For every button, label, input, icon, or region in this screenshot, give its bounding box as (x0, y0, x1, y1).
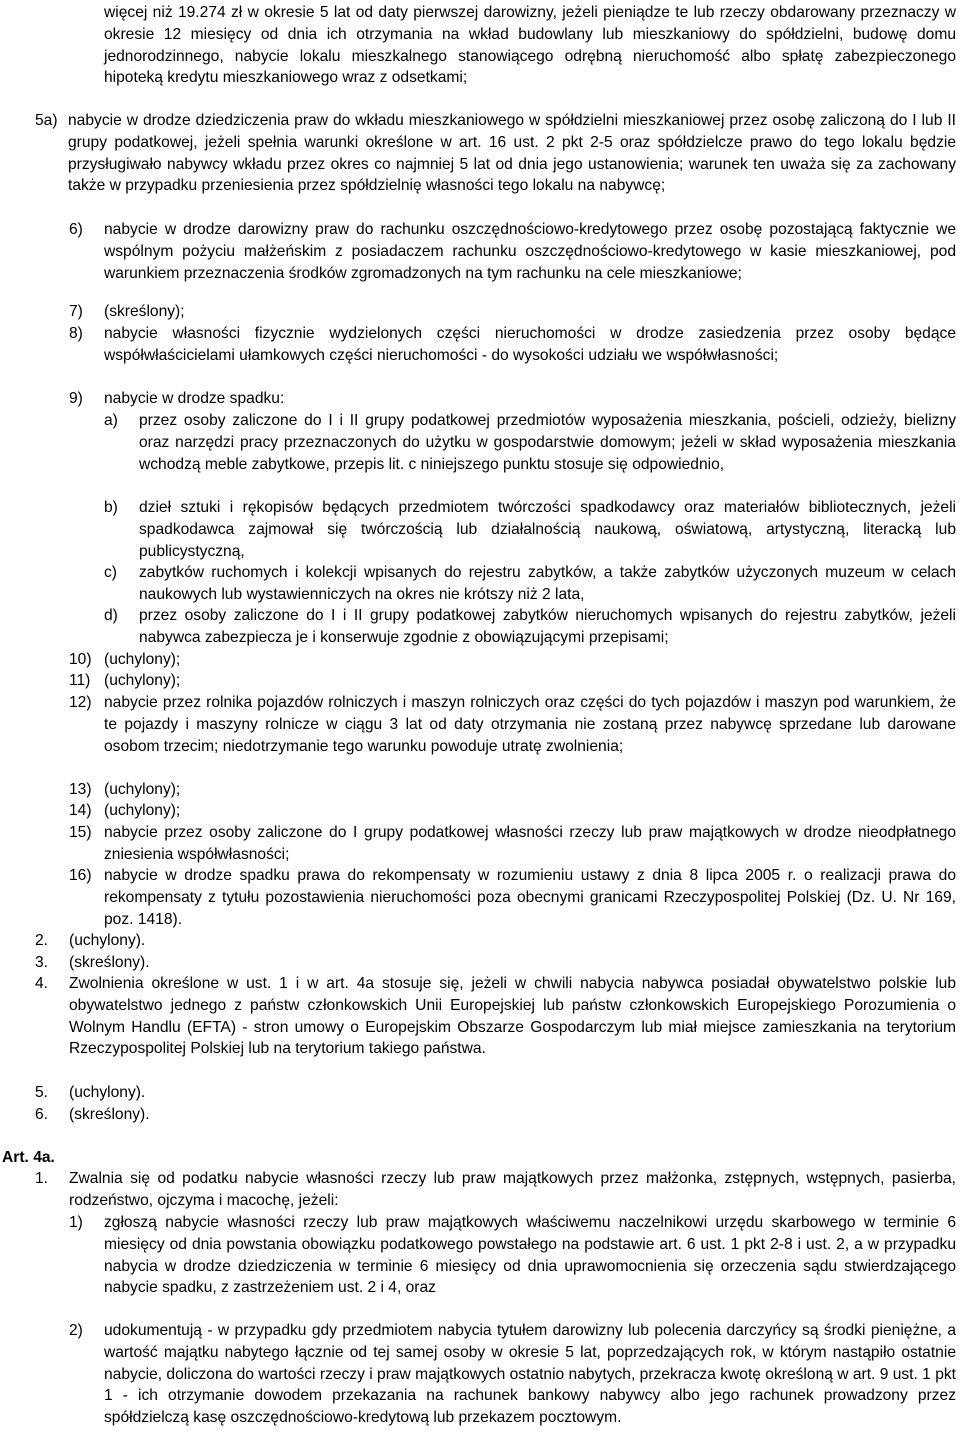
ustep-text-3: (skreślony). (69, 954, 150, 971)
item-text-14: (uchylony); (104, 802, 181, 819)
art4a-ustep-label-1: 1. (35, 1170, 49, 1187)
item-text-9: nabycie w drodze spadku: (104, 390, 285, 407)
subitem-text-d: przez osoby zaliczone do I i II grupy podatkowej zabytków nieruchomych wpisanych do rejestru zabytków, jeżeli nabywca zabezpiecza je i konserwuje zgodnie z obowiązującymi przepisami; (139, 607, 956, 646)
item-text-13: (uchylony); (104, 781, 181, 798)
item-label-12: 12) (69, 694, 92, 711)
item-label-11: 11) (69, 672, 91, 689)
subitem-label-b: b) (104, 499, 118, 516)
subitem-label-c: c) (104, 564, 117, 581)
art4a-item-text-1: zgłoszą nabycie własności rzeczy lub praw majątkowych właściwemu naczelnikowi urzędu skarbowego w terminie 6 miesięcy od dnia powstania obowiązku podatkowego powstałego na podstawie art. 6 ust. 1 pkt 2-8 i ust. 2, a w przypadku nabycia w drodze dziedziczenia w terminie 6 miesięcy od dnia uprawomocnienia się orzeczenia sądu stwierdzającego nabycie spadku, z zastrzeżeniem ust. 2 i 4, oraz (104, 1214, 956, 1297)
ustep-text-4: Zwolnienia określone w ust. 1 i w art. 4a stosuje się, jeżeli w chwili nabycia nabywca posiadał obywatelstwo polskie lub obywatelstwo jednego z państw członkowskich Unii Europejskiej lub państw członkowskich Europejskiego Porozumienia o Wolnym Handlu (EFTA) - stron umowy o Europejskim Obszarze Gospodarczym lub miał miejsce zamieszkania na terytorium Rzeczypospolitej Polskiej lub na terytorium takiego państwa. (69, 975, 956, 1058)
item-label-6: 6) (69, 221, 83, 238)
ustep-label-2: 2. (35, 932, 49, 949)
item-label-15: 15) (69, 824, 92, 841)
subitem-text-b: dzieł sztuki i rękopisów będących przedmiotem twórczości spadkodawcy oraz materiałów bibliotecznych, jeżeli spadkodawca zajmował się twórczością lub działalnością naukową, oświatową, artystyczną, literacką lub publicystyczną, (139, 499, 956, 560)
art4a-item-label-2: 2) (69, 1322, 83, 1339)
item-text-5a: nabycie w drodze dziedziczenia praw do wkładu mieszkaniowego w spółdzielni mieszkaniowej przez osobę zaliczoną do I lub II grupy podatkowej, jeżeli spełnia warunki określone w art. 16 ust. 2 pkt 2-5 oraz spółdzielcze prawo do tego lokalu będzie przysługiwało nabywcy wkładu przez okres co najmniej 5 lat od dnia jego ustanowienia; warunek ten uważa się za zachowany także w przypadku przeniesienia przez spółdzielnię własności tego lokalu na nabywcę; (68, 112, 956, 195)
subitem-label-d: d) (104, 607, 118, 624)
item-label-13: 13) (69, 781, 92, 798)
item-label-9: 9) (69, 390, 83, 407)
article-heading-4a: Art. 4a. (2, 1149, 55, 1166)
item-text-12: nabycie przez rolnika pojazdów rolniczych i maszyn rolniczych oraz części do tych pojazdów i maszyn pod warunkiem, że te pojazdy i maszyny rolnicze w ciągu 3 lat od daty otrzymania nie zostaną przez nabywcę sprzedane lub darowane osobom trzecim; niedotrzymanie tego warunku powoduje utratę zwolnienia; (104, 694, 956, 755)
art4a-item-text-2: udokumentują - w przypadku gdy przedmiotem nabycia tytułem darowizny lub polecenia darczyńcy są środki pieniężne, a wartość majątku nabytego łącznie od tej samej osoby w okresie 5 lat, poprzedzających rok, w którym nastąpiło ostatnie nabycie, doliczona do wartości rzeczy i praw majątkowych ostatnio nabytych, przekracza kwotę określoną w art. 9 ust. 1 pkt 1 - ich otrzymanie dowodem przekazania na rachunek bankowy nabywcy albo jego rachunek prowadzony przez spółdzielczą kasę oszczędnościowo-kredytową lub przekazem pocztowym. (104, 1322, 956, 1426)
item-text-16: nabycie w drodze spadku prawa do rekompensaty w rozumieniu ustawy z dnia 8 lipca 2005 r. o realizacji prawa do rekompensaty z tytułu pozostawienia nieruchomości poza obecnymi granicami Rzeczypospolitej Polskiej (Dz. U. Nr 169, poz. 1418). (104, 867, 956, 928)
ustep-label-4: 4. (35, 975, 49, 992)
item-label-16: 16) (69, 867, 92, 884)
item-text-8: nabycie własności fizycznie wydzielonych części nieruchomości w drodze zasiedzenia przez osoby będące współwłaścicielami ułamkowych części nieruchomości - do wysokości udziału we współwłasności; (104, 325, 956, 364)
ustep-text-5: (uchylony). (69, 1084, 146, 1101)
ustep-label-6: 6. (35, 1106, 49, 1123)
ustep-label-5: 5. (35, 1084, 49, 1101)
item-text-15: nabycie przez osoby zaliczone do I grupy podatkowej własności rzeczy lub praw majątkowych w drodze nieodpłatnego zniesienia współwłasności; (104, 824, 956, 863)
ustep-text-2: (uchylony). (69, 932, 146, 949)
ustep-text-6: (skreślony). (69, 1106, 150, 1123)
item-text-10: (uchylony); (104, 651, 181, 668)
item-text-11: (uchylony); (104, 672, 181, 689)
subitem-label-a: a) (104, 412, 118, 429)
item-label-14: 14) (69, 802, 92, 819)
item-label-5a: 5a) (35, 112, 58, 129)
item-text-7: (skreślony); (104, 303, 185, 320)
item-text-6: nabycie w drodze darowizny praw do rachunku oszczędnościowo-kredytowego przez osobę pozostającą faktycznie we wspólnym pożyciu małżeńskim z posiadaczem rachunku oszczędnościowo-kredytowego w kasie mieszkaniowej, pod warunkiem przeznaczenia środków zgromadzonych na tym rachunku na cele mieszkaniowe; (104, 221, 956, 282)
item-label-10: 10) (69, 651, 92, 668)
art4a-item-label-1: 1) (69, 1214, 83, 1231)
continuation-paragraph: więcej niż 19.274 zł w okresie 5 lat od daty pierwszej darowizny, jeżeli pieniądze te lub rzeczy obdarowany przeznaczy w okresie 12 miesięcy od dnia ich otrzymania na wkład budowlany lub mieszkaniowy do spółdzielni, budowę domu jednorodzinnego, nabycie lokalu mieszkalnego stanowiącego odrębną nieruchomość albo spłatę zabezpieczonego hipoteką kredytu mieszkaniowego wraz z odsetkami; (104, 4, 956, 87)
subitem-text-a: przez osoby zaliczone do I i II grupy podatkowej przedmiotów wyposażenia mieszkania, pościeli, odzieży, bielizny oraz narzędzi pracy przeznaczonych do użytku w gospodarstwie domowym; jeżeli w skład wyposażenia mieszkania wchodzą meble zabytkowe, przepis lit. c niniejszego punktu stosuje się odpowiednio, (139, 412, 956, 473)
item-label-7: 7) (69, 303, 83, 320)
art4a-ustep-text-1: Zwalnia się od podatku nabycie własności rzeczy lub praw majątkowych przez małżonka, zstępnych, wstępnych, pasierba, rodzeństwo, ojczyma i macochę, jeżeli: (69, 1170, 956, 1209)
ustep-label-3: 3. (35, 954, 49, 971)
subitem-text-c: zabytków ruchomych i kolekcji wpisanych do rejestru zabytków, a także zabytków użyczonych muzeum w celach naukowych lub wystawienniczych na okres nie krótszy niż 2 lata, (139, 564, 956, 603)
item-label-8: 8) (69, 325, 83, 342)
